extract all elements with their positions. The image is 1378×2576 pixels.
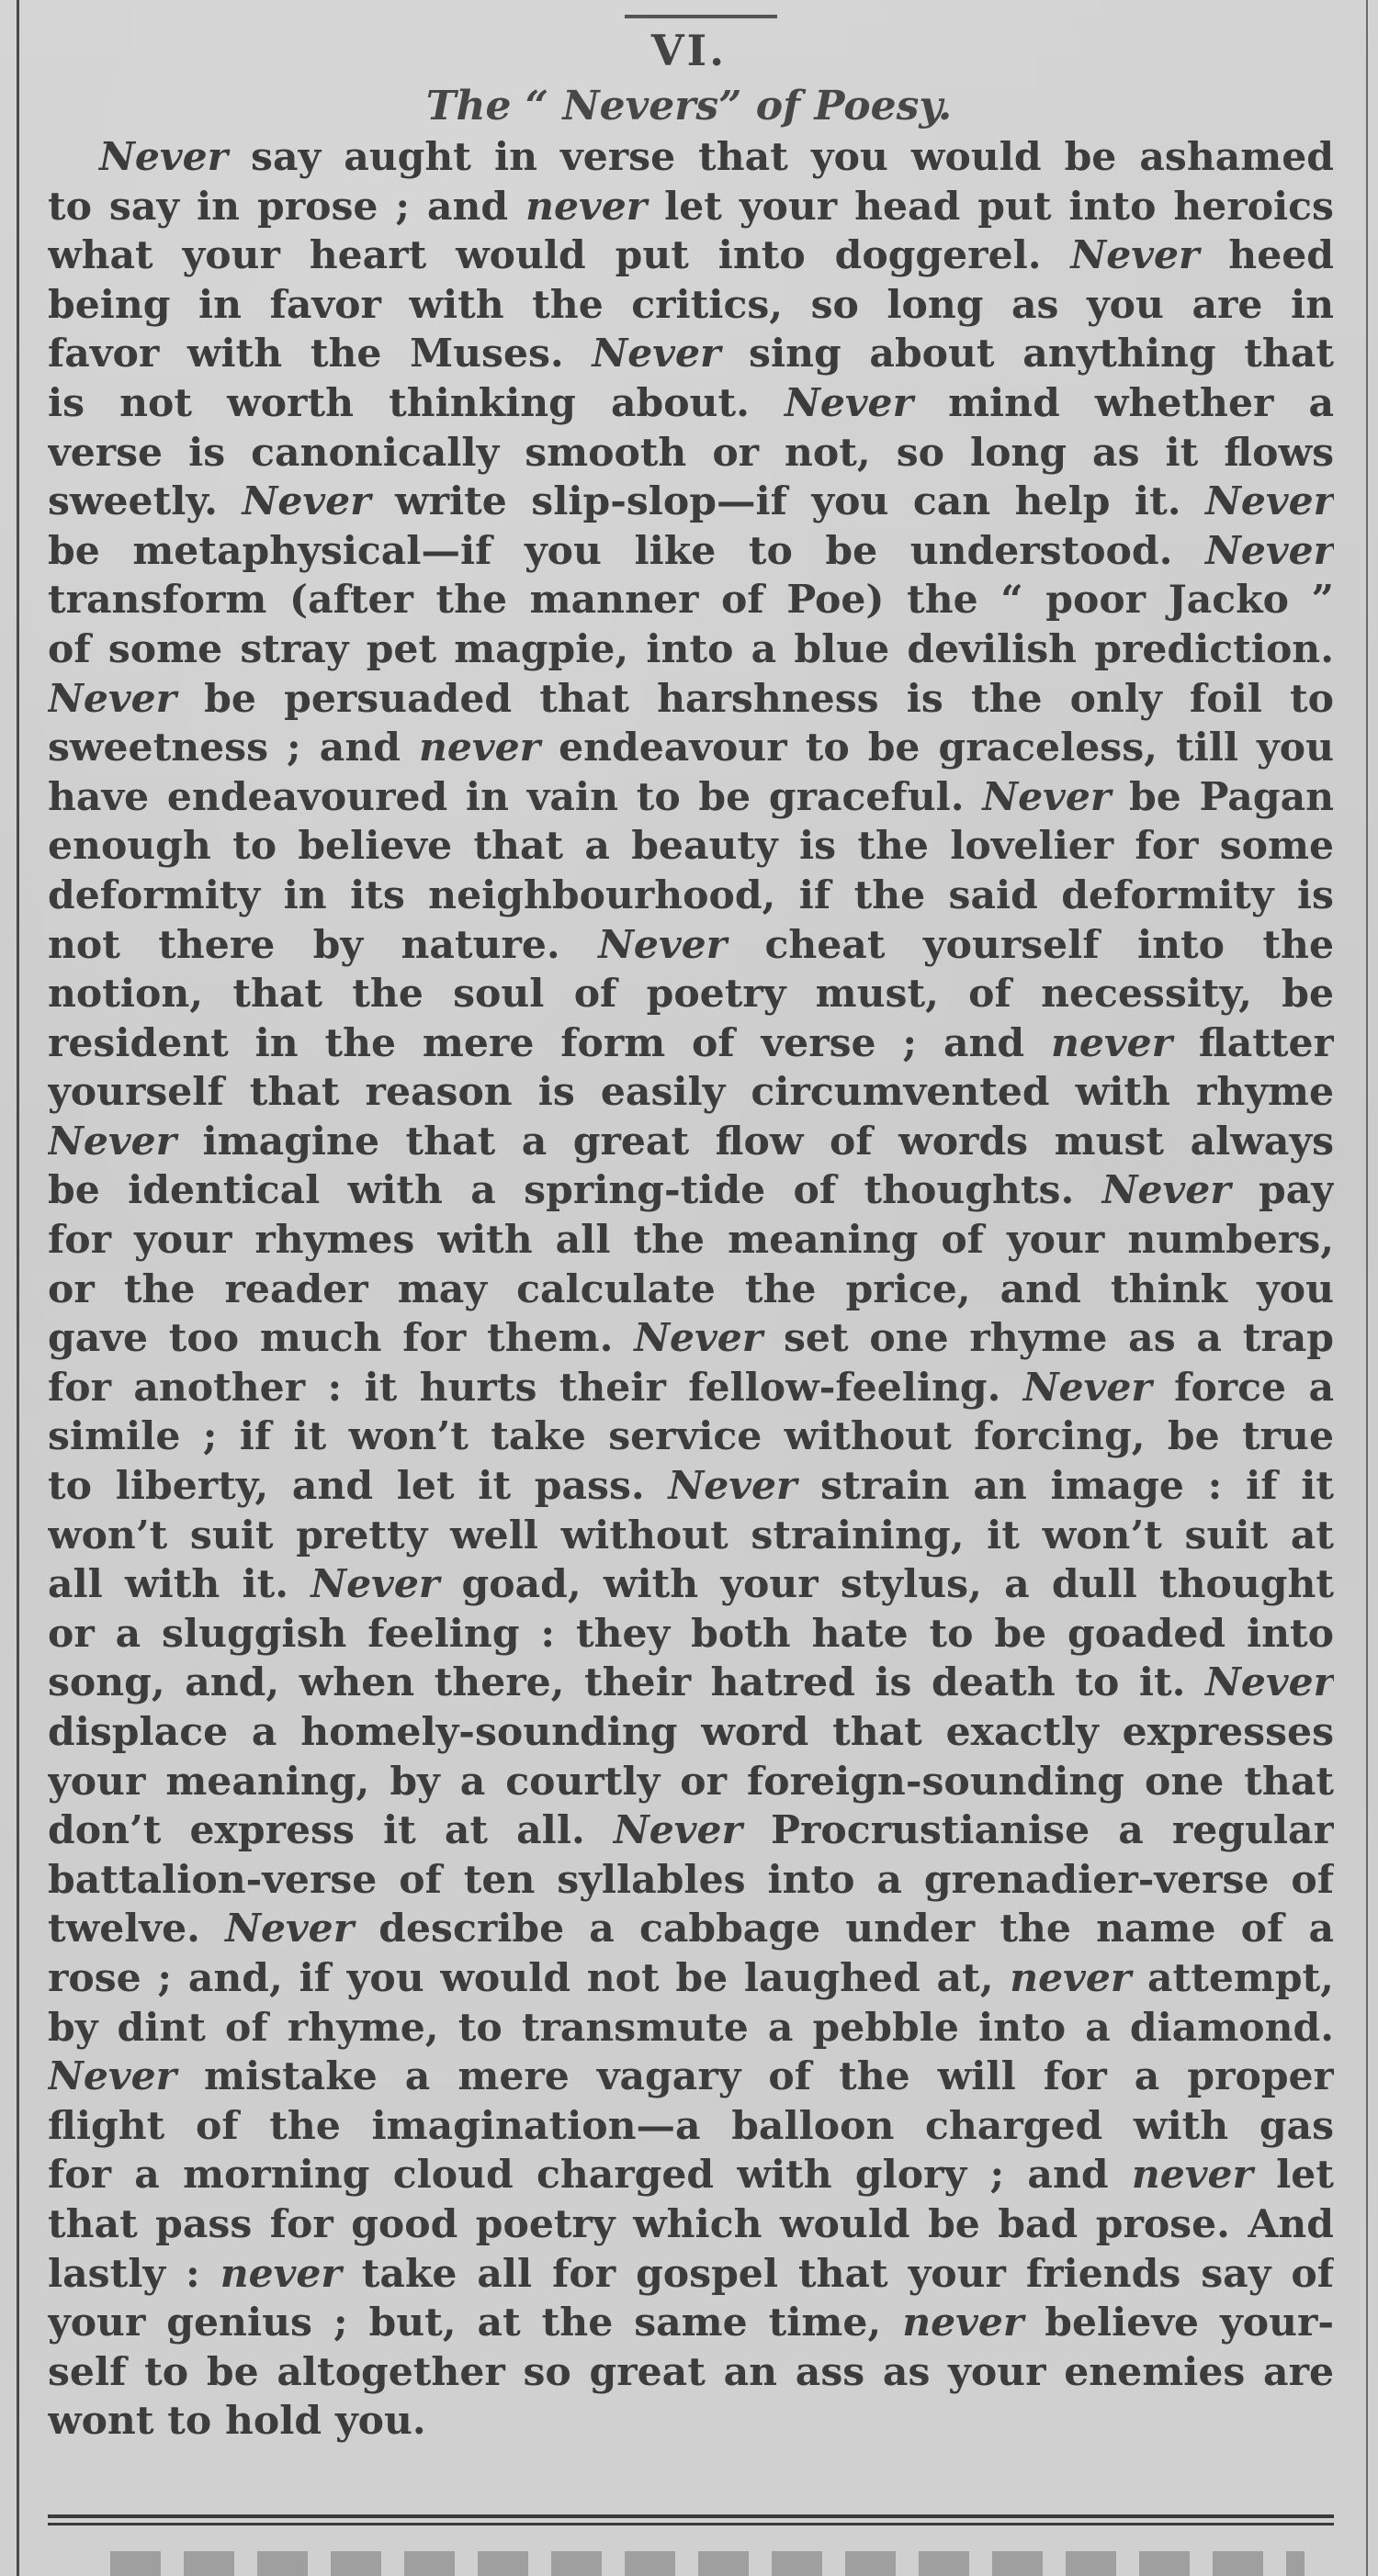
text-run: let — [1252, 2152, 1334, 2199]
article-title: The “ Nevers” of Poesy. — [425, 83, 953, 129]
text-run: that pass for good poetry which would be bad prose. And — [48, 2200, 1334, 2247]
text-run: favor with the Muses. — [48, 331, 593, 377]
text-line — [48, 675, 1334, 725]
text-line — [48, 1364, 1334, 1413]
text-run: be persuaded that harshness is the only foil to — [176, 675, 1334, 722]
text-run: for another : it hurts their fellow-feeling. — [48, 1364, 1023, 1411]
text-run: Procrustianise a regular — [741, 1807, 1334, 1854]
column-rule-right — [1366, 0, 1368, 2576]
text-line — [48, 1806, 1334, 1856]
text-run: take all for gospel that your friends say of — [341, 2250, 1334, 2297]
text-run: won’t suit pretty well without straining, it won’t suit at — [48, 1512, 1334, 1558]
text-run: your meaning, by a courtly or foreign-sounding one that — [48, 1758, 1334, 1805]
text-run: be identical with a spring-tide of thoughts. — [48, 1167, 1102, 1214]
section-top-rule — [625, 15, 777, 18]
text-run: yourself that reason is easily circumvented with rhyme — [48, 1069, 1334, 1116]
text-line — [48, 1166, 1334, 1216]
text-run: twelve. — [48, 1906, 226, 1952]
text-line — [48, 1610, 1334, 1659]
text-run: lastly : — [48, 2250, 220, 2297]
text-run: by dint of rhyme, to transmute a pebble into a diamond. — [48, 2004, 1334, 2051]
text-line — [48, 822, 1334, 872]
text-run: write slip-slop—if you can help it. — [370, 478, 1205, 525]
text-run: self to be altogether so great an ass as your enemies are — [48, 2348, 1334, 2395]
text-line — [48, 1068, 1334, 1118]
text-run: or a sluggish feeling : they both hate to be goaded into — [48, 1610, 1334, 1657]
text-run: mind whether a — [912, 379, 1334, 426]
text-line — [48, 429, 1334, 478]
text-line — [48, 2053, 1334, 2102]
text-line — [48, 2348, 1334, 2398]
text-run: believe your- — [1023, 2300, 1334, 2346]
text-line — [48, 1412, 1334, 1462]
text-run: of some stray pet magpie, into a blue devilish prediction. — [48, 625, 1334, 672]
emphasis-never: Never — [1101, 1167, 1231, 1214]
emphasis-never: Never — [613, 1807, 742, 1854]
text-run: say aught in verse that you would be ashamed — [228, 134, 1334, 180]
text-line — [48, 970, 1334, 1019]
emphasis-never: Never — [311, 1561, 440, 1608]
emphasis-never: Never — [668, 1463, 797, 1510]
emphasis-never: Never — [784, 379, 913, 426]
text-run: not there by nature. — [48, 921, 599, 968]
text-run: to liberty, and let it pass. — [48, 1463, 669, 1510]
text-line — [48, 1954, 1334, 2004]
text-run: is not worth thinking about. — [48, 379, 785, 426]
text-run: notion, that the soul of poetry must, of necessity, be — [48, 971, 1334, 1018]
emphasis-never: never — [1010, 1954, 1132, 2001]
text-line — [48, 231, 1334, 281]
text-line — [48, 1659, 1334, 1708]
text-line — [48, 281, 1334, 331]
emphasis-never: Never — [99, 134, 229, 180]
emphasis-never: Never — [598, 921, 728, 968]
text-line — [48, 379, 1334, 429]
text-run: endeavour to be graceless, till you — [540, 725, 1334, 771]
text-line — [48, 576, 1334, 625]
text-line — [48, 921, 1334, 971]
text-line — [48, 2151, 1334, 2200]
text-run: don’t express it at all. — [48, 1807, 614, 1854]
emphasis-never: Never — [225, 1906, 355, 1952]
next-heading-fragment — [110, 2551, 1305, 2576]
text-run: verse is canonically smooth or not, so long as it flows — [48, 429, 1334, 476]
text-run: sing about anything that — [720, 331, 1334, 377]
text-line — [48, 773, 1334, 823]
text-run: sweetness ; and — [48, 725, 419, 771]
text-line — [48, 478, 1334, 527]
article-body — [48, 133, 1334, 2447]
section-numeral: VI. — [650, 26, 728, 75]
text-line — [48, 1560, 1334, 1610]
text-run: simile ; if it won’t take service without forcing, be true — [48, 1413, 1334, 1460]
text-line — [48, 1118, 1334, 1167]
text-run: for your rhymes with all the meaning of your numbers, — [48, 1217, 1334, 1264]
emphasis-never: never — [1050, 1019, 1173, 1066]
text-line — [48, 2102, 1334, 2152]
emphasis-never: Never — [1204, 1659, 1334, 1706]
text-run: flight of the imagination—a balloon charged with gas — [48, 2102, 1334, 2149]
text-run: let your head put into heroics — [647, 183, 1334, 230]
text-run: for a morning cloud charged with glory ; and — [48, 2152, 1132, 2199]
text-line — [48, 1019, 1334, 1069]
text-run: resident in the mere form of verse ; and — [48, 1019, 1051, 1066]
emphasis-never: Never — [1022, 1364, 1152, 1411]
text-run: be metaphysical—if you like to be understood. — [48, 527, 1205, 574]
text-run: sweetly. — [48, 478, 243, 525]
emphasis-never: never — [902, 2300, 1024, 2346]
emphasis-never: never — [418, 725, 541, 771]
double-rule-divider — [48, 2514, 1334, 2529]
text-run: battalion-verse of ten syllables into a grenadier-verse of — [48, 1856, 1334, 1903]
emphasis-never: Never — [1070, 232, 1200, 279]
text-run: flatter — [1172, 1019, 1334, 1066]
emphasis-never: Never — [48, 1118, 177, 1164]
text-run: your genius ; but, at the same time, — [48, 2300, 903, 2346]
text-line — [48, 1216, 1334, 1266]
emphasis-never: Never — [982, 773, 1112, 820]
emphasis-never: never — [220, 2250, 342, 2297]
text-run: what your heart would put into doggerel. — [48, 232, 1071, 279]
text-run: to say in prose ; and — [48, 183, 526, 230]
text-line — [48, 1462, 1334, 1512]
text-run: describe a cabbage under the name of a — [354, 1906, 1334, 1952]
text-run: attempt, — [1131, 1954, 1334, 2001]
text-line — [48, 625, 1334, 675]
text-line — [48, 2004, 1334, 2053]
text-line — [48, 527, 1334, 577]
text-run: enough to believe that a beauty is the lovelier for some — [48, 823, 1334, 870]
text-line — [48, 2397, 1334, 2447]
text-line — [48, 1758, 1334, 1807]
text-run: gave too much for them. — [48, 1315, 635, 1362]
text-line — [48, 133, 1334, 183]
text-run: displace a homely-sounding word that exactly expresses — [48, 1709, 1334, 1755]
text-run: wont to hold you. — [48, 2398, 426, 2445]
text-line — [48, 1708, 1334, 1758]
text-run: transform (after the manner of Poe) the “ poor Jacko ” — [48, 577, 1334, 624]
text-line — [48, 1905, 1334, 1954]
emphasis-never: never — [525, 183, 648, 230]
text-run: heed — [1199, 232, 1334, 279]
text-line — [48, 2250, 1334, 2300]
text-line — [48, 2200, 1334, 2250]
emphasis-never: Never — [1205, 478, 1334, 525]
emphasis-never: Never — [634, 1315, 763, 1362]
column-rule-left — [17, 0, 19, 2576]
text-run: rose ; and, if you would not be laughed at, — [48, 1954, 1011, 2001]
text-run: cheat yourself into the — [727, 921, 1334, 968]
text-run: goad, with your stylus, a dull thought — [439, 1561, 1334, 1608]
text-run: set one rhyme as a trap — [762, 1315, 1334, 1362]
text-line — [48, 724, 1334, 773]
text-run: song, and, when there, their hatred is death to it. — [48, 1659, 1205, 1706]
text-run: strain an image : if it — [796, 1463, 1334, 1510]
text-line — [48, 330, 1334, 379]
text-line — [48, 1266, 1334, 1315]
text-run: all with it. — [48, 1561, 311, 1608]
text-run: being in favor with the critics, so long as you are in — [48, 281, 1334, 328]
text-line — [48, 872, 1334, 921]
text-run: mistake a mere vagary of the will for a proper — [176, 2053, 1334, 2100]
text-line — [48, 2299, 1334, 2348]
emphasis-never: Never — [1204, 527, 1334, 574]
text-run: deformity in its neighbourhood, if the said deformity is — [48, 872, 1334, 918]
text-run: have endeavoured in vain to be graceful. — [48, 773, 983, 820]
text-line — [48, 183, 1334, 232]
text-run: force a — [1151, 1364, 1334, 1411]
emphasis-never: Never — [48, 2053, 177, 2100]
emphasis-never: never — [1131, 2152, 1253, 2199]
text-run: pay — [1230, 1167, 1334, 1214]
text-run: imagine that a great flow of words must always — [176, 1118, 1334, 1164]
text-line — [48, 1512, 1334, 1561]
emphasis-never: Never — [592, 331, 721, 377]
emphasis-never: Never — [48, 675, 177, 722]
text-line — [48, 1856, 1334, 1906]
text-run: be Pagan — [1111, 773, 1334, 820]
emphasis-never: Never — [242, 478, 371, 525]
text-line — [48, 1314, 1334, 1364]
text-run: or the reader may calculate the price, and think you — [48, 1266, 1334, 1312]
